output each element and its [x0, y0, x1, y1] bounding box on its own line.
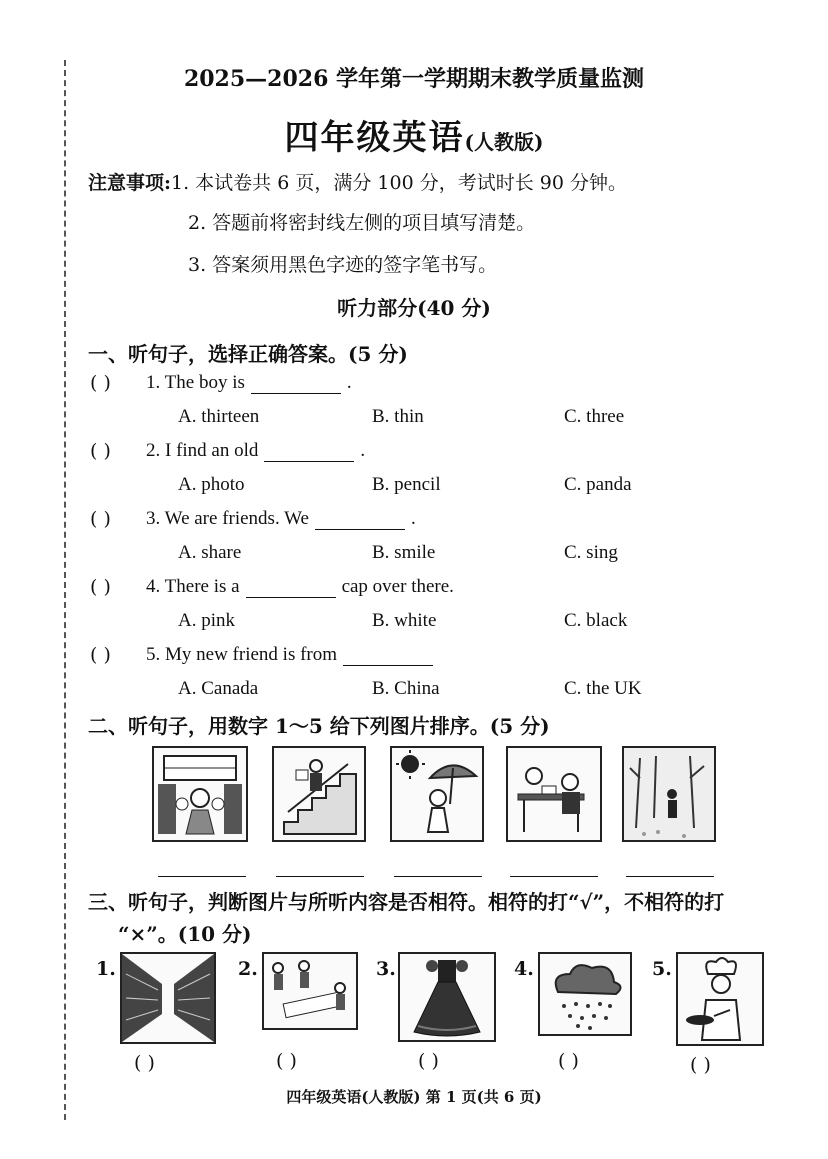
picture-rain-cloud	[538, 952, 632, 1036]
picture-stairs-scene	[272, 746, 366, 842]
q5-blank[interactable]	[343, 647, 433, 666]
q4-option-c[interactable]: C. black	[564, 610, 628, 631]
q5-text: 5. My new friend is from	[146, 644, 338, 665]
q4-sentence	[146, 576, 454, 598]
q1-text-after: .	[346, 372, 352, 393]
section3-heading-line-1: 三、听句子，判断图片与所听内容是否相符。相符的打“√”，不相符的打	[88, 890, 725, 914]
q4-answer-paren[interactable]: ( )	[90, 576, 111, 598]
q1-answer-paren[interactable]: ( )	[90, 372, 111, 394]
item-5-number: 5.	[652, 958, 672, 980]
q4-blank[interactable]	[246, 579, 336, 598]
q2-text-after: .	[360, 440, 366, 461]
q1-sentence	[146, 372, 352, 394]
notes-line-3: 3. 答案须用黑色字迹的签字笔书写。	[188, 254, 498, 276]
listening-part-title: 听力部分(40 分)	[337, 296, 491, 320]
q2-option-c[interactable]: C. panda	[564, 474, 632, 495]
picture-dress	[398, 952, 496, 1042]
q1-blank[interactable]	[251, 375, 341, 394]
notes-line-2: 2. 答题前将密封线左侧的项目填写清楚。	[188, 212, 536, 234]
subject-name: 四年级英语	[284, 118, 465, 158]
picture-children-hopscotch	[262, 952, 358, 1030]
notes-label: 注意事项:	[88, 172, 172, 194]
picture-snow-walk-scene	[622, 746, 716, 842]
item-5-answer-paren[interactable]: ( )	[690, 1054, 711, 1076]
study-desk-icon	[508, 748, 600, 840]
q3-option-c[interactable]: C. sing	[564, 542, 618, 563]
item-2-number: 2.	[238, 958, 258, 980]
q3-blank[interactable]	[315, 511, 405, 530]
answer-blank-pic-3[interactable]	[394, 876, 482, 877]
item-3-answer-paren[interactable]: ( )	[418, 1050, 439, 1072]
answer-blank-pic-5[interactable]	[626, 876, 714, 877]
q5-option-c[interactable]: C. the UK	[564, 678, 642, 699]
dress-icon	[400, 954, 494, 1040]
rain-cloud-icon	[540, 954, 630, 1034]
snow-walk-icon	[624, 748, 714, 840]
q4-text: 4. There is a	[146, 576, 240, 597]
item-4-number: 4.	[514, 958, 534, 980]
item-3-number: 3.	[376, 958, 396, 980]
answer-blank-pic-1[interactable]	[158, 876, 246, 877]
chef-cooking-icon	[678, 954, 762, 1044]
exam-title: 2025—2026 学年第一学期期末教学质量监测	[183, 66, 645, 92]
library-scene-icon	[154, 748, 246, 840]
section3-heading-line-2: “×”。(10 分)	[118, 922, 252, 946]
bookshelves-icon	[122, 954, 214, 1042]
item-1-number: 1.	[96, 958, 116, 980]
notes-line-1: 注意事项:1. 本试卷共 6 页，满分 100 分，考试时长 90 分钟。	[88, 172, 627, 194]
q1-option-a[interactable]: A. thirteen	[178, 406, 260, 427]
q4-option-b[interactable]: B. white	[372, 610, 437, 631]
item-2-answer-paren[interactable]: ( )	[276, 1050, 297, 1072]
q2-text: 2. I find an old	[146, 440, 259, 461]
q2-sentence	[146, 440, 365, 462]
picture-chef-cooking	[676, 952, 764, 1046]
q4-option-a[interactable]: A. pink	[178, 610, 235, 631]
q2-blank[interactable]	[264, 443, 354, 462]
stairs-scene-icon	[274, 748, 364, 840]
q2-option-b[interactable]: B. pencil	[372, 474, 441, 495]
subject-title	[0, 110, 828, 159]
q3-answer-paren[interactable]: ( )	[90, 508, 111, 530]
hopscotch-icon	[264, 954, 356, 1028]
q5-option-a[interactable]: A. Canada	[178, 678, 259, 699]
q5-option-b[interactable]: B. China	[372, 678, 440, 699]
picture-library-scene	[152, 746, 248, 842]
seal-line	[64, 60, 66, 1120]
answer-blank-pic-4[interactable]	[510, 876, 598, 877]
section2-heading: 二、听句子，用数字 1～5 给下列图片排序。(5 分)	[88, 714, 550, 738]
q3-text-after: .	[410, 508, 416, 529]
q1-option-c[interactable]: C. three	[564, 406, 625, 427]
q5-sentence	[146, 644, 439, 666]
q4-text-after: cap over there.	[341, 576, 454, 597]
item-4-answer-paren[interactable]: ( )	[558, 1050, 579, 1072]
q3-text: 3. We are friends. We	[146, 508, 309, 529]
edition-label: (人教版)	[464, 130, 544, 154]
section1-heading: 一、听句子，选择正确答案。(5 分)	[88, 342, 408, 366]
item-1-answer-paren[interactable]: ( )	[134, 1052, 155, 1074]
q3-option-a[interactable]: A. share	[178, 542, 242, 563]
q5-answer-paren[interactable]: ( )	[90, 644, 111, 666]
picture-sun-umbrella-scene	[390, 746, 484, 842]
q2-answer-paren[interactable]: ( )	[90, 440, 111, 462]
page-footer: 四年级英语(人教版) 第 1 页(共 6 页)	[286, 1088, 542, 1106]
picture-study-desk-scene	[506, 746, 602, 842]
q2-option-a[interactable]: A. photo	[178, 474, 245, 495]
picture-bookshelves	[120, 952, 216, 1044]
q1-option-b[interactable]: B. thin	[372, 406, 424, 427]
q3-option-b[interactable]: B. smile	[372, 542, 436, 563]
q3-sentence	[146, 508, 416, 530]
q1-text: 1. The boy is	[146, 372, 245, 393]
sun-umbrella-icon	[392, 748, 482, 840]
answer-blank-pic-2[interactable]	[276, 876, 364, 877]
